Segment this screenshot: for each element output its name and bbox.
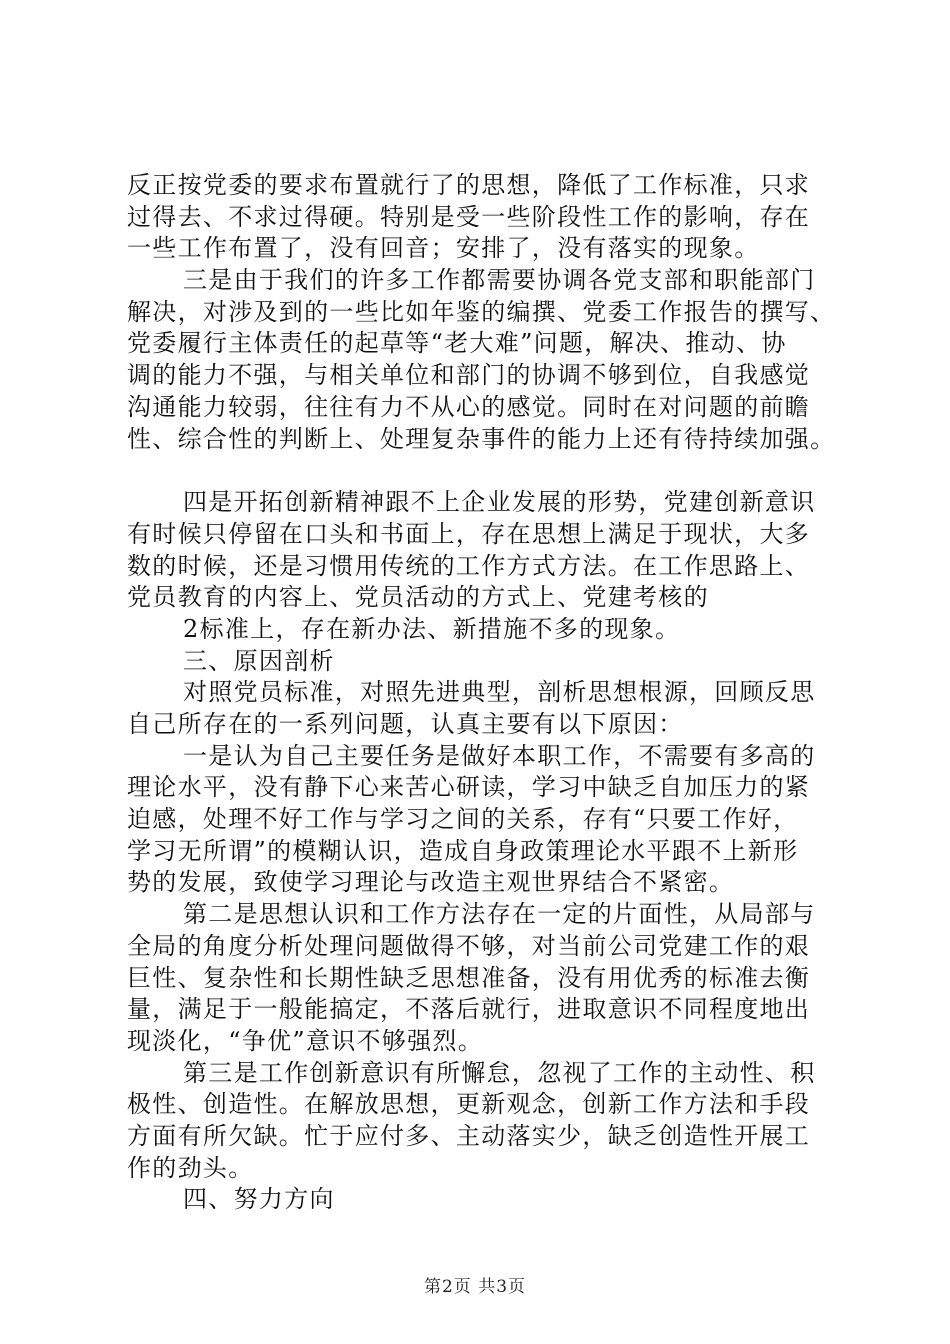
text-line: 迫感，处理不好工作与学习之间的关系，存有“只要工作好， — [127, 805, 799, 834]
text-line: 一些工作布置了，没有回音；安排了，没有落实的现象。 — [127, 234, 760, 263]
section-heading: 三、原因剖析 — [183, 646, 335, 675]
document-body — [127, 170, 847, 1216]
text-line: 理论水平，没有静下心来苦心研读，学习中缺乏自加压力的紧 — [127, 773, 811, 802]
text-line: 有时候只停留在口头和书面上，存在思想上满足于现状，大多 — [127, 519, 811, 548]
text-line: 反正按党委的要求布置就行了的思想，降低了工作标准，只求 — [127, 171, 811, 199]
paragraph-start-line: 一是认为自己主要任务是做好本职工作，不需要有多高的 — [183, 741, 816, 770]
text-line: 性、综合性的判断上、处理复杂事件的能力上还有待持续加强。 — [127, 424, 836, 453]
page-number-footer: 第2页 共3页 — [423, 1277, 527, 1297]
text-line: 过得去、不求过得硬。特别是受一些阶段性工作的影响，存在 — [127, 202, 811, 231]
paragraph-start-line: 第二是思想认识和工作方法存在一定的片面性，从局部与 — [183, 900, 816, 929]
text-line: 极性、创造性。在解放思想，更新观念，创新工作方法和手段 — [127, 1090, 811, 1119]
paragraph-start-line: 对照党员标准，对照先进典型，剖析思想根源，回顾反思 — [183, 678, 816, 707]
text-line: 2标准上，存在新办法、新措施不多的现象。 — [183, 614, 681, 643]
paragraph-start-line: 四是开拓创新精神跟不上企业发展的形势，党建创新意识 — [183, 488, 816, 517]
section-heading: 四、努力方向 — [183, 1185, 335, 1214]
paragraph-start-line: 第三是工作创新意识有所懈怠，忽视了工作的主动性、积 — [183, 1058, 816, 1087]
text-line: 沟通能力较弱，往往有力不从心的感觉。同时在对问题的前瞻 — [127, 392, 811, 421]
text-line: 量，满足于一般能搞定，不落后就行，进取意识不同程度地出 — [127, 995, 811, 1024]
text-line: 现淡化，“争优”意识不够强烈。 — [127, 1026, 484, 1055]
text-line: 党委履行主体责任的起草等“老大难”问题，解决、推动、协 — [127, 329, 787, 358]
text-line: 方面有所欠缺。忙于应付多、主动落实少，缺乏创造性开展工 — [127, 1121, 811, 1150]
text-line: 全局的角度分析处理问题做得不够，对当前公司党建工作的艰 — [127, 931, 811, 960]
text-line: 数的时候，还是习惯用传统的工作方式方法。在工作思路上、 — [127, 551, 811, 580]
text-line: 调的能力不强，与相关单位和部门的协调不够到位，自我感觉 — [127, 361, 811, 390]
text-line: 巨性、复杂性和长期性缺乏思想准备，没有用优秀的标准去衡 — [127, 963, 811, 992]
text-line: 势的发展，致使学习理论与改造主观世界结合不紧密。 — [127, 868, 735, 897]
text-line: 解决，对涉及到的一些比如年鉴的编撰、党委工作报告的撰写、 — [127, 297, 836, 326]
text-line: 自己所存在的一系列问题，认真主要有以下原因： — [127, 710, 684, 738]
text-line: 学习无所谓”的模糊认识，造成自身政策理论水平跟不上新形 — [127, 836, 799, 865]
text-line: 作的劲头。 — [127, 1153, 254, 1182]
paragraph-gap — [127, 455, 847, 487]
paragraph-start-line: 三是由于我们的许多工作都需要协调各党支部和职能部门 — [183, 266, 816, 295]
text-line: 党员教育的内容上、党员活动的方式上、党建考核的 — [127, 583, 709, 612]
